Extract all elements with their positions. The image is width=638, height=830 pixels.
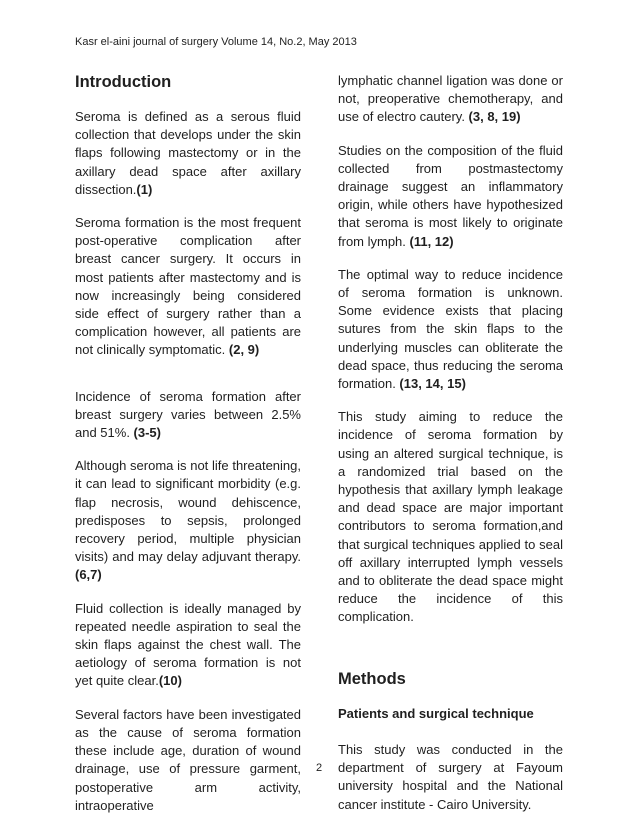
citation: (11, 12) bbox=[409, 233, 454, 249]
citation: (1) bbox=[136, 181, 153, 197]
paragraph-seroma-formation: Seroma formation is the most frequent post-operative complication after breast cancer surgery. It occurs in most patients after mastectomy and is now increasingly being considered side effect of surgery rather than a complication however, all patients are not clinically symptomatic. (2, 9) bbox=[75, 215, 301, 358]
paragraph-seroma-definition: Seroma is defined as a serous fluid collection that develops under the skin flaps following mastectomy or in the axillary dead space after axillary dissection.(1) bbox=[75, 109, 301, 197]
paragraph-lymphatic-ligation: lymphatic channel ligation was done or not, preoperative chemotherapy, and use of electro cautery. (3, 8, 19) bbox=[338, 73, 563, 125]
paragraph-incidence: Incidence of seroma formation after breast surgery varies between 2.5% and 51%. (3-5) bbox=[75, 388, 301, 441]
running-header: Kasr el-aini journal of surgery Volume 14, No.2, May 2013 bbox=[75, 36, 357, 48]
introduction-heading: Introduction bbox=[75, 73, 172, 91]
page-number: 2 bbox=[315, 762, 323, 774]
paragraph-factors: Several factors have been investigated as the cause of seroma formation these include age, duration of wound drainage, use of pressure garment, postoperative arm activity, intraoperative bbox=[75, 706, 301, 813]
citation: (3, 8, 19) bbox=[468, 109, 521, 125]
paragraph-study-location: This study was conducted in the department of surgery at Fayoum university hospital and the National cancer institute - Cairo University. bbox=[338, 741, 563, 812]
citation: (13, 14, 15) bbox=[399, 376, 466, 392]
paragraph-morbidity: Although seroma is not life threatening, it can lead to significant morbidity (e.g. flap necrosis, wound dehiscence, predisposes to sepsis, prolonged recovery period, multiple physician visits) and may delay adjuvant therapy. (6,7) bbox=[75, 458, 301, 583]
paragraph-fluid-composition: Studies on the composition of the fluid collected from postmastectomy drainage suggest an inflammatory origin, while others have hypothesized that seroma is most likely to originate from lymph. (11, 12) bbox=[338, 142, 563, 249]
left-column bbox=[75, 72, 301, 830]
patients-surgical-technique-subheading: Patients and surgical technique bbox=[338, 705, 534, 721]
right-column bbox=[338, 72, 563, 829]
citation: (3-5) bbox=[133, 425, 161, 441]
citation: (2, 9) bbox=[228, 342, 260, 358]
methods-heading: Methods bbox=[338, 669, 406, 688]
paragraph-study-aim: This study aiming to reduce the incidence of seroma formation by using an altered surgical technique, is a randomized trial based on the hypothesis that axillary lymph leakage and dead space are major important contributors to seroma formation,and that surgical techniques applied to seal off axillary interrupted lymph vessels and to obliterate the dead space might reduce the incidence of this complication. bbox=[338, 409, 563, 625]
citation: (10) bbox=[158, 673, 182, 689]
citation: (6,7) bbox=[75, 567, 102, 583]
paragraph-optimal-way: The optimal way to reduce incidence of seroma formation is unknown. Some evidence exists that placing sutures from the skin flaps to the underlying muscles can obliterate the dead space, thus reducing the seroma formation. (13, 14, 15) bbox=[338, 266, 563, 392]
paragraph-fluid-collection: Fluid collection is ideally managed by repeated needle aspiration to seal the skin flaps against the chest wall. The aetiology of seroma formation is not yet quite clear.(10) bbox=[75, 600, 301, 689]
